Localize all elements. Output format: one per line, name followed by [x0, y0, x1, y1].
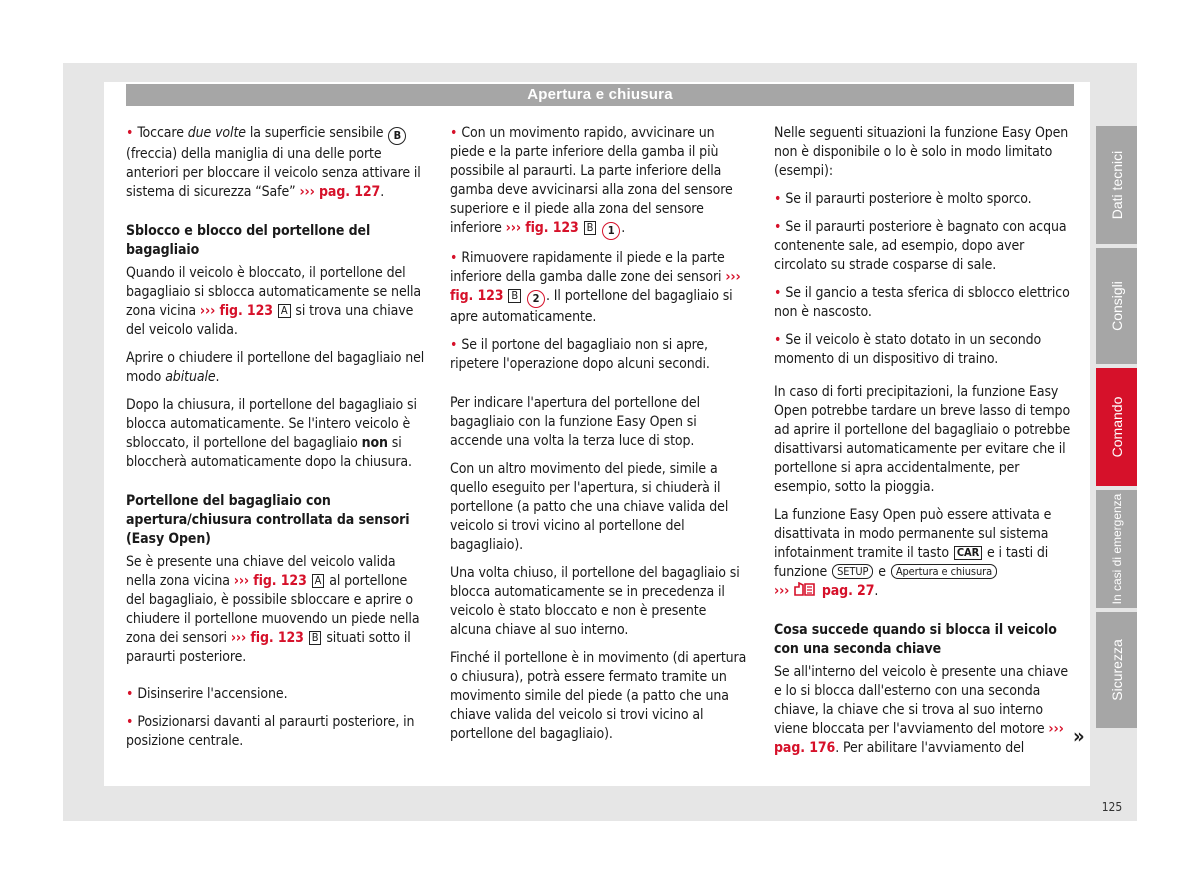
paragraph: Quando il veicolo è bloccato, il portellone del bagagliaio si sblocca automaticamente se nella zona vicina ››› fig. 123 A si trova una chiave del veicolo valida. [126, 265, 422, 338]
paragraph: Se è presente una chiave del veicolo valida nella zona vicina ››› fig. 123 A al portellone del bagagliaio, è possibile sbloccare e aprire o chiudere il portellone muovendo un piede nella zona dei sensori ››› fig. 123 B situati sotto il paraurti posteriore. [126, 554, 420, 665]
paragraph: Nelle seguenti situazioni la funzione Easy Open non è disponibile o lo è solo in modo limitato (esempi): [774, 125, 1069, 179]
paragraph: Dopo la chiusura, il portellone del bagagliaio si blocca automaticamente. Se l'intero veicolo è sbloccato, il portellone del bagagliaio non si bloccherà automaticamente dopo la chiusura. [126, 397, 417, 470]
paragraph: In caso di forti precipitazioni, la funzione Easy Open potrebbe tardare un breve lasso di tempo ad aprire il portellone del bagagliaio o potrebbe disattivarsi automaticamente per evitare che il portellone si apra accidentalmente, per esempio, sotto la pioggia. [774, 384, 1071, 495]
label-b-box: B [584, 221, 597, 235]
figure-reference-link[interactable]: ››› fig. 123 [450, 269, 741, 304]
tab-dati-tecnici[interactable]: Dati tecnici [1096, 126, 1137, 244]
bullet-dot: • [774, 191, 782, 207]
page-reference-link[interactable]: ››› pag. 176 [774, 721, 1064, 756]
key-b-symbol: B [388, 127, 406, 145]
bullet-item: • Se il veicolo è stato dotato in un secondo momento di un dispositivo di traino. [774, 332, 1042, 367]
figure-reference-link[interactable]: ››› fig. 123 [199, 303, 273, 319]
tab-consigli[interactable]: Consigli [1096, 248, 1137, 364]
paragraph: La funzione Easy Open può essere attivata e disattivata in modo permanente sul sistema infotainment tramite il tasto CAR e i tasti di funzione SETUP e Apertura e chiusura ››› pag. 27. [774, 507, 1052, 599]
bullet-dot: • [126, 125, 134, 141]
bullet-dot: • [774, 285, 782, 301]
bullet-dot: • [450, 337, 458, 353]
figure-reference-link[interactable]: ››› fig. 123 [230, 630, 304, 646]
section-header: Apertura e chiusura [126, 84, 1074, 106]
column-2 [450, 124, 750, 753]
paragraph: Finché il portellone è in movimento (di apertura o chiusura), potrà essere fermato tramite un movimento simile del piede (a patto che una chiave valida del veicolo si trovi vicino al portellone del bagagliaio). [450, 650, 747, 742]
label-a-box: A [278, 304, 291, 318]
tab-in-casi-di-emergenza[interactable]: In casi di emergenza [1096, 490, 1137, 608]
paragraph: Aprire o chiudere il portellone del bagagliaio nel modo abituale. [126, 350, 425, 385]
car-key-button: CAR [954, 546, 982, 560]
step-2-marker: 2 [527, 290, 545, 308]
page-reference-link[interactable]: ››› pag. 127 [299, 184, 381, 200]
column-3 [774, 124, 1074, 767]
label-b-box: B [508, 289, 521, 303]
column-1 [126, 124, 426, 760]
figure-reference-link[interactable]: ››› fig. 123 [505, 220, 579, 236]
bullet-item: • Toccare due volte la superficie sensibile B (freccia) della maniglia di una delle porte anteriori per bloccare il veicolo senza attivare il sistema di sicurezza “Safe” ››› pag. 127. [126, 125, 421, 200]
page-number: 125 [1101, 800, 1123, 814]
tab-comando[interactable]: Comando [1096, 368, 1137, 486]
tab-sicurezza[interactable]: Sicurezza [1096, 612, 1137, 728]
bullet-item: • Se il gancio a testa sferica di sblocco elettrico non è nascosto. [774, 285, 1070, 320]
bullet-dot: • [126, 686, 134, 702]
bullet-item: • Posizionarsi davanti al paraurti posteriore, in posizione centrale. [126, 714, 415, 749]
bullet-item: • Disinserire l'accensione. [126, 686, 288, 702]
bullet-dot: • [774, 332, 782, 348]
warning-book-icon [794, 582, 818, 597]
page-reference-link[interactable]: ››› pag. 27 [774, 583, 875, 599]
bullet-item: • Con un movimento rapido, avvicinare un piede e la parte inferiore della gamba il più possibile al paraurti. La parte inferiore della gamba deve avvicinarsi alla zona del sensore superiore e il piede alla zona del sensore inferiore ››› fig. 123 B 1 . [450, 124, 750, 240]
paragraph: Se all'interno del veicolo è presente una chiave e lo si blocca dall'esterno con una seconda chiave, la chiave che si trova al suo interno viene bloccata per l'avviamento del motore ››› pag. 176. Per abilitare l'avviamento del [774, 664, 1069, 756]
figure-reference-link[interactable]: ››› fig. 123 [233, 573, 307, 589]
bullet-dot: • [774, 219, 782, 235]
label-b-box: B [309, 631, 322, 645]
step-1-marker: 1 [602, 222, 620, 240]
bullet-item: • Se il portone del bagagliaio non si apre, ripetere l'operazione dopo alcuni secondi. [450, 337, 710, 372]
bullet-item: • Se il paraurti posteriore è bagnato con acqua contenente sale, ad esempio, dopo aver circolato su strade cosparse di sale. [774, 219, 1067, 273]
paragraph: Per indicare l'apertura del portellone del bagagliaio con la funzione Easy Open si accende una volta la terza luce di stop. [450, 395, 700, 449]
setup-key-button: SETUP [832, 564, 873, 579]
bullet-dot: • [450, 125, 458, 141]
subheading: Cosa succede quando si blocca il veicolo con una seconda chiave [774, 622, 1057, 657]
bullet-item: • Se il paraurti posteriore è molto sporco. [774, 191, 1032, 207]
bullet-dot: • [450, 250, 458, 266]
subheading: Portellone del bagagliaio con apertura/chiusura controllata da sensori (Easy Open) [126, 493, 410, 547]
label-a-box: A [312, 574, 325, 588]
bullet-dot: • [126, 714, 134, 730]
paragraph: Con un altro movimento del piede, simile a quello eseguito per l'apertura, si chiuderà il portellone (a patto che una chiave valida del veicolo si trovi vicino al portellone del bagagliaio). [450, 461, 729, 553]
paragraph: Una volta chiuso, il portellone del bagagliaio si blocca automaticamente se in precedenza il veicolo è stato bloccato e non è presente alcuna chiave al suo interno. [450, 565, 740, 638]
bullet-item: • Rimuovere rapidamente il piede e la parte inferiore della gamba dalle zone dei sensori ››› fig. 123 B 2 . Il portellone del bagagliaio si apre automaticamente. [450, 250, 741, 325]
menu-key-button: Apertura e chiusura [891, 564, 997, 579]
continue-arrow-icon: » [1073, 724, 1085, 748]
subheading: Sblocco e blocco del portellone del bagagliaio [126, 223, 371, 258]
